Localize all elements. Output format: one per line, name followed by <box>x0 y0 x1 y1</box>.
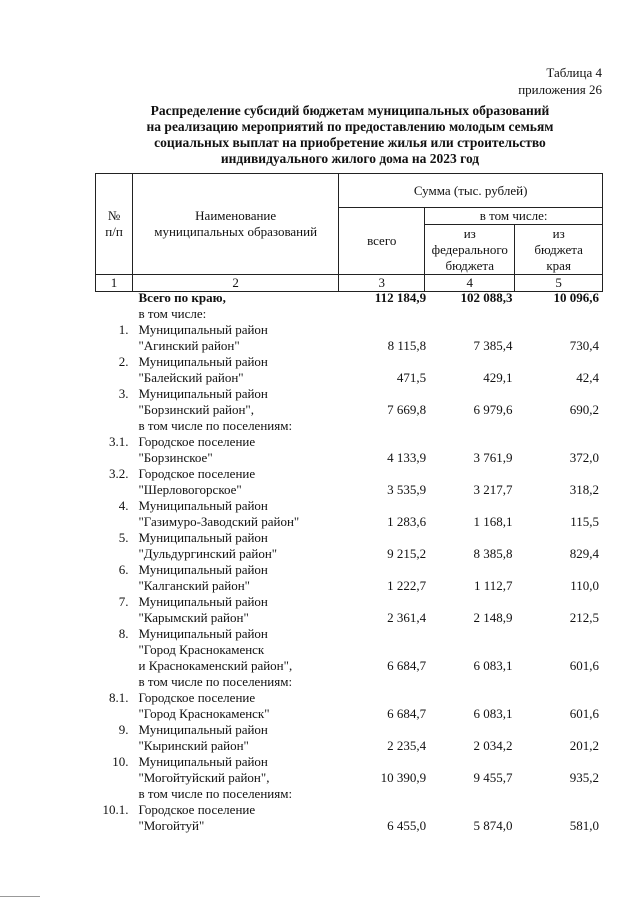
row-name: в том числе: <box>138 306 207 321</box>
row-federal: 8 385,8 <box>473 546 513 561</box>
table-row <box>95 434 603 466</box>
table-row <box>95 626 603 690</box>
row-federal: 9 455,7 <box>473 770 513 785</box>
document-title <box>95 103 605 167</box>
table-row <box>95 802 603 834</box>
column-number: 4 <box>425 275 515 292</box>
caption-table-number: Таблица 4 <box>546 65 602 80</box>
row-number <box>95 290 132 306</box>
table-row <box>95 754 603 802</box>
row-regional: 601,6 <box>569 706 599 721</box>
row-name: Городское поселение "Город Краснокаменск" <box>138 690 270 721</box>
table-row <box>95 690 603 722</box>
row-number: 10. <box>112 754 129 769</box>
row-federal: 6 083,1 <box>473 706 513 721</box>
row-federal: 429,1 <box>483 370 513 385</box>
row-federal: 6 979,6 <box>473 402 513 417</box>
row-number: 1. <box>118 322 129 337</box>
row-number: 7. <box>118 594 129 609</box>
row-federal: 6 083,1 <box>473 658 513 673</box>
page-edge-mark <box>0 896 40 897</box>
row-name: Муниципальный район "Агинский район" <box>138 322 268 353</box>
row-regional: 42,4 <box>576 370 599 385</box>
row-total: 6 684,7 <box>387 658 427 673</box>
row-name: Муниципальный район "Балейский район" <box>138 354 268 385</box>
row-number: 6. <box>118 562 129 577</box>
row-number: 10.1. <box>102 802 129 817</box>
row-federal: 1 168,1 <box>473 514 513 529</box>
data-table <box>95 290 603 834</box>
table-row <box>95 354 603 386</box>
row-federal: 7 385,4 <box>473 338 513 353</box>
row-total: 8 115,8 <box>387 338 427 353</box>
row-number: 3. <box>118 386 129 401</box>
header-total: всего <box>339 208 425 275</box>
row-name: Муниципальный район "Могойтуйский район", в том числе по поселениям: <box>138 754 293 801</box>
row-number: 8. <box>118 626 129 641</box>
row-name: Всего по краю, <box>138 290 226 305</box>
row-regional: 201,2 <box>569 738 599 753</box>
row-regional: 829,4 <box>569 546 599 561</box>
row-federal: 102 088,3 <box>460 290 513 305</box>
table-row <box>95 386 603 434</box>
row-number: 8.1. <box>108 690 129 705</box>
row-name: Муниципальный район "Дульдургинский район" <box>138 530 278 561</box>
table-header <box>95 173 603 292</box>
row-total: 7 669,8 <box>387 402 427 417</box>
row-number: 4. <box>118 498 129 513</box>
row-number: 3.1. <box>108 434 129 449</box>
table-row <box>95 562 603 594</box>
row-number: 3.2. <box>108 466 129 481</box>
header-federal: из федерального бюджета <box>425 225 515 275</box>
row-name: Городское поселение "Могойтуй" <box>138 802 256 833</box>
table-row <box>95 466 603 498</box>
column-number: 5 <box>515 275 603 292</box>
row-regional: 110,0 <box>570 578 599 593</box>
row-total: 1 283,6 <box>387 514 427 529</box>
row-name: Городское поселение "Борзинское" <box>138 434 256 465</box>
table-row <box>95 322 603 354</box>
row-regional: 372,0 <box>569 450 599 465</box>
row-total: 9 215,2 <box>387 546 427 561</box>
row-total: 6 455,0 <box>387 818 427 833</box>
row-total: 3 535,9 <box>387 482 427 497</box>
row-total <box>344 306 430 322</box>
row-regional: 10 096,6 <box>553 290 599 305</box>
row-federal: 5 874,0 <box>473 818 513 833</box>
row-federal: 3 761,9 <box>473 450 513 465</box>
row-name: Муниципальный район "Карымский район" <box>138 594 268 625</box>
row-number: 5. <box>118 530 129 545</box>
row-federal: 3 217,7 <box>473 482 513 497</box>
header-name: Наименование муниципальных образований <box>133 174 339 275</box>
caption-appendix: приложения 26 <box>518 82 602 97</box>
title-line: социальных выплат на приобретение жилья или строительство <box>154 135 546 150</box>
row-total: 112 184,9 <box>374 290 427 305</box>
column-number: 2 <box>133 275 339 292</box>
header-including: в том числе: <box>425 208 603 225</box>
row-regional: 581,0 <box>569 818 599 833</box>
row-total: 6 684,7 <box>387 706 427 721</box>
table-row <box>95 306 603 322</box>
row-name: Муниципальный район "Город Краснокаменск и Краснокаменский район", в том числе по поселениям: <box>138 626 293 689</box>
row-regional: 212,5 <box>569 610 599 625</box>
row-regional <box>517 306 603 322</box>
row-number: 2. <box>118 354 129 369</box>
title-line: индивидуального жилого дома на 2023 год <box>220 151 480 166</box>
table-row <box>95 530 603 562</box>
row-regional: 730,4 <box>569 338 599 353</box>
table-row <box>95 594 603 626</box>
row-federal <box>430 306 516 322</box>
table-row <box>95 290 603 306</box>
row-name: Муниципальный район "Газимуро-Заводский район" <box>138 498 300 529</box>
table-row <box>95 498 603 530</box>
header-sum: Сумма (тыс. рублей) <box>339 174 603 208</box>
row-total: 4 133,9 <box>387 450 427 465</box>
column-number: 1 <box>96 275 133 292</box>
row-total: 10 390,9 <box>380 770 427 785</box>
row-federal: 1 112,7 <box>474 578 513 593</box>
header-number: № п/п <box>96 174 133 275</box>
row-total: 1 222,7 <box>387 578 427 593</box>
row-regional: 318,2 <box>569 482 599 497</box>
title-line: Распределение субсидий бюджетам муниципальных образований <box>150 103 550 118</box>
row-number: 9. <box>118 722 129 737</box>
table-caption <box>518 64 602 98</box>
title-line: на реализацию мероприятий по предоставлению молодым семьям <box>146 119 554 134</box>
row-federal: 2 034,2 <box>473 738 513 753</box>
row-total: 2 361,4 <box>387 610 427 625</box>
row-regional: 935,2 <box>569 770 599 785</box>
row-name: Муниципальный район "Кыринский район" <box>138 722 268 753</box>
row-federal: 2 148,9 <box>473 610 513 625</box>
table-row <box>95 722 603 754</box>
header-regional: из бюджета края <box>515 225 603 275</box>
row-number <box>95 306 132 322</box>
row-regional: 690,2 <box>569 402 599 417</box>
column-number: 3 <box>339 275 425 292</box>
row-name: Городское поселение "Шерловогорское" <box>138 466 256 497</box>
row-total: 2 235,4 <box>387 738 427 753</box>
row-regional: 601,6 <box>569 658 599 673</box>
row-regional: 115,5 <box>570 514 599 529</box>
row-total: 471,5 <box>396 370 427 385</box>
row-name: Муниципальный район "Борзинский район", в том числе по поселениям: <box>138 386 293 433</box>
row-name: Муниципальный район "Калганский район" <box>138 562 268 593</box>
